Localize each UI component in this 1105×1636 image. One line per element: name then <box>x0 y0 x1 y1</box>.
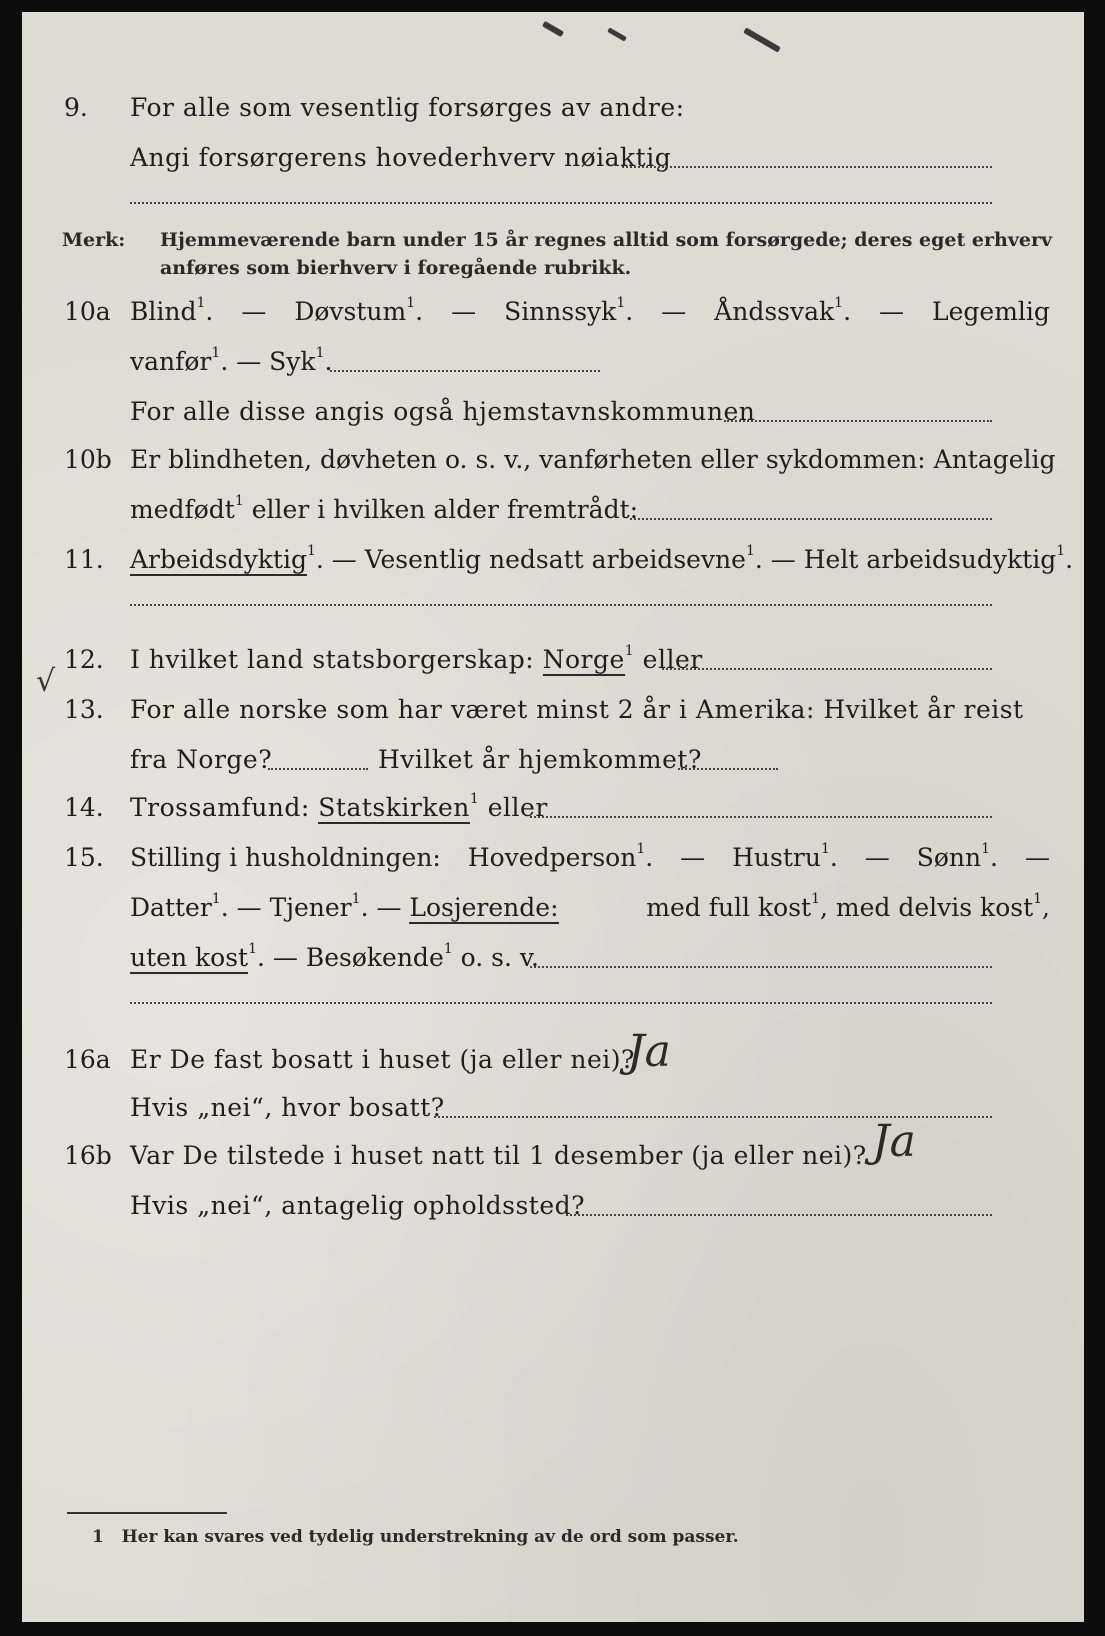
item-number: 10b <box>64 445 112 474</box>
item-text: Er De fast bosatt i huset (ja eller nei)? <box>130 1045 635 1074</box>
item-text: Er blindheten, døvheten o. s. v., vanførheten eller sykdommen: Antagelig <box>130 445 1056 474</box>
underlined-answer[interactable]: Norge <box>542 645 625 674</box>
item-10b-line2 <box>22 490 1084 530</box>
underlined-answer[interactable]: Losjerende: <box>409 893 559 922</box>
item-text: medfødt$^1$ eller i hvilken alder fremtrådt: <box>130 492 639 524</box>
underlined-answer[interactable]: Statskirken <box>318 793 470 822</box>
answer-line[interactable] <box>130 1002 992 1004</box>
item-text: Stilling i husholdningen: Hovedperson$^1$. — Hustru$^1$. — Sønn$^1$. — <box>130 840 1050 872</box>
answer-line[interactable] <box>724 420 992 422</box>
item-9 <box>22 88 1084 128</box>
answer-line[interactable] <box>678 768 778 770</box>
answer-line[interactable] <box>330 370 600 372</box>
item-16b <box>22 1136 1084 1176</box>
item-number: 16b <box>64 1141 112 1170</box>
item-text: Hvis „nei“, hvor bosatt? <box>130 1093 445 1122</box>
census-form-page <box>22 12 1084 1622</box>
item-text: Hvilket år hjemkommet? <box>378 745 702 774</box>
answer-line[interactable] <box>530 816 992 818</box>
item-15-line3 <box>22 938 1084 978</box>
item-number: 14. <box>64 793 104 822</box>
item-number: 11. <box>64 545 104 574</box>
answer-line[interactable] <box>130 604 992 606</box>
answer-line[interactable] <box>268 768 368 770</box>
item-text: fra Norge? <box>130 745 273 774</box>
item-number: 10a <box>64 297 111 326</box>
note-line-2: anføres som bierhverv i foregående rubrikk. <box>160 257 632 279</box>
item-10b <box>22 440 1084 480</box>
item-text: vanfør$^1$. — Syk$^1$. <box>130 344 333 376</box>
item-16b-line2 <box>22 1186 1084 1226</box>
item-text: Angi forsørgerens hovederhverv nøiaktig <box>130 143 672 172</box>
item-text: Blind$^1$. — Døvstum$^1$. — Sinnssyk$^1$. — Åndssvak$^1$. — Legemlig <box>130 294 1050 326</box>
ink-smudge <box>542 21 564 37</box>
ink-smudge <box>743 27 781 52</box>
item-16a-line2 <box>22 1088 1084 1128</box>
item-number: 15. <box>64 843 104 872</box>
item-text: For alle norske som har været minst 2 år i Amerika: Hvilket år reist <box>130 695 1024 724</box>
item-16a <box>22 1040 1084 1080</box>
answer-line[interactable] <box>530 966 992 968</box>
item-12 <box>22 640 1084 680</box>
item-13-line2 <box>22 740 1084 780</box>
item-9-line2 <box>22 138 1084 178</box>
answer-line[interactable] <box>130 202 992 204</box>
note-line-1: Hjemmeværende barn under 15 år regnes alltid som forsørgede; deres eget erhverv <box>160 229 1052 251</box>
item-text: uten kost$^1$. — Besøkende$^1$ o. s. v. <box>130 940 539 972</box>
item-number: 16a <box>64 1045 111 1074</box>
item-13 <box>22 690 1084 730</box>
answer-line[interactable] <box>566 1214 992 1216</box>
answer-line[interactable] <box>662 668 992 670</box>
item-text: I hvilket land statsborgerskap: Norge$^1$ eller <box>130 642 703 674</box>
underlined-answer[interactable]: Arbeidsdyktig <box>130 545 307 574</box>
check-mark-icon: √ <box>36 664 56 699</box>
item-10a <box>22 292 1084 332</box>
ink-smudge <box>607 27 627 41</box>
item-15 <box>22 838 1084 878</box>
handwritten-answer: Ja <box>627 1026 671 1077</box>
item-14 <box>22 788 1084 828</box>
note-label: Merk: <box>62 229 126 251</box>
item-text: Hvis „nei“, antagelig opholdssted? <box>130 1191 586 1220</box>
item-10a-line2 <box>22 342 1084 382</box>
underlined-answer[interactable]: uten kost <box>130 943 249 972</box>
answer-line[interactable] <box>630 518 992 520</box>
item-number: 12. <box>64 645 104 674</box>
item-text: Trossamfund: Statskirken$^1$ eller <box>130 790 548 822</box>
item-11 <box>22 540 1084 580</box>
item-text: Datter$^1$. — Tjener$^1$. — Losjerende: med full kost$^1$, med delvis kost$^1$, <box>130 890 1050 922</box>
item-number: 9. <box>64 93 88 122</box>
handwritten-answer: Ja <box>872 1116 916 1167</box>
item-text: Var De tilstede i huset natt til 1 desember (ja eller nei)? <box>130 1141 867 1170</box>
answer-line[interactable] <box>622 166 992 168</box>
item-text: For alle som vesentlig forsørges av andre: <box>130 93 685 122</box>
item-text: For alle disse angis også hjemstavnskommunen <box>130 397 756 426</box>
item-10a-line3 <box>22 392 1084 432</box>
footnote-rule <box>67 1512 227 1514</box>
item-number: 13. <box>64 695 104 724</box>
footnote: 1 Her kan svares ved tydelig understrekning av de ord som passer. <box>92 1527 739 1547</box>
item-15-line2 <box>22 888 1084 928</box>
item-text: Arbeidsdyktig$^1$. — Vesentlig nedsatt arbeidsevne$^1$. — Helt arbeidsudyktig$^1$. <box>130 542 1074 574</box>
